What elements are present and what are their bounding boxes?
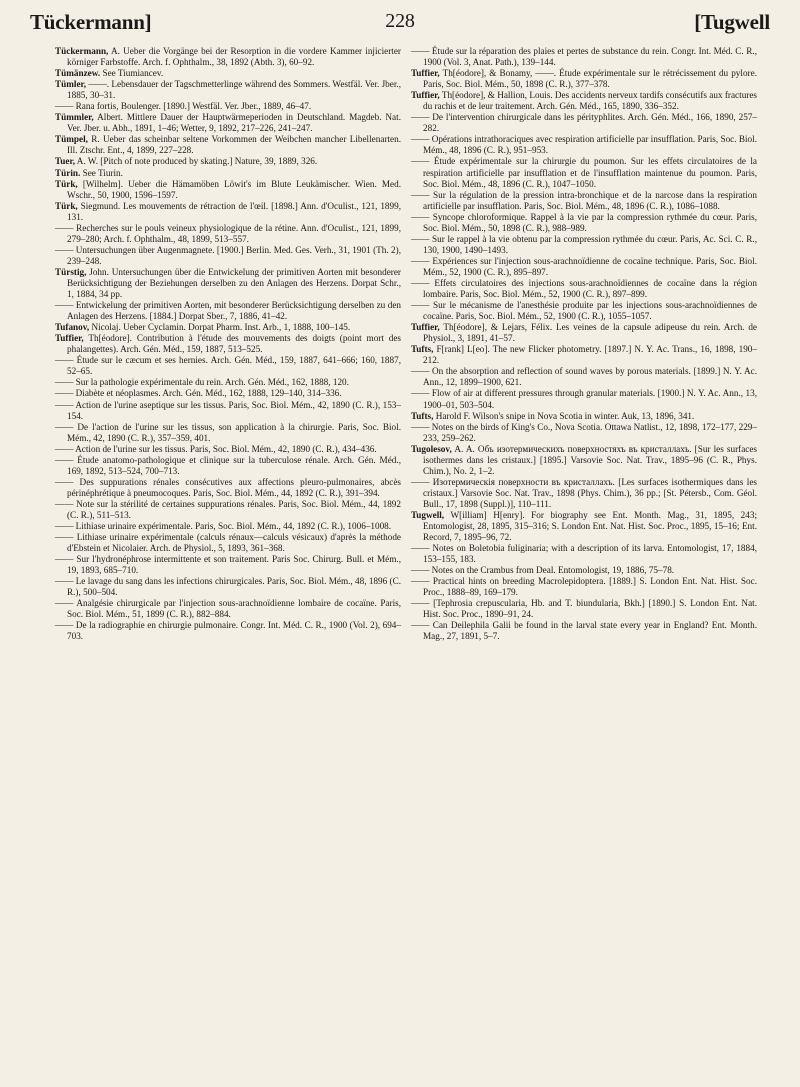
entry-text: —— Notes on the birds of King's Co., Nova Scotia. Ottawa Natlist., 12, 1898, 172–177, 229–233, 259–262. bbox=[411, 421, 757, 443]
entry-author: Tückermann, bbox=[55, 46, 109, 56]
entry-author: Türstig, bbox=[55, 266, 87, 277]
running-head-left: Tückermann] bbox=[30, 10, 152, 34]
bibliography-entry bbox=[411, 344, 757, 366]
entry-text: —— Sur le mécanisme de l'anesthésie produite par les injections sous-arachnoïdiennes de cocaïne. Paris, Soc. Biol. Mém., 52, 1900 (C. R.), 1055–1057. bbox=[411, 300, 757, 322]
right-column bbox=[411, 46, 757, 643]
bibliography-entry bbox=[411, 565, 757, 576]
entry-author: Türk, bbox=[55, 178, 78, 189]
bibliography-entry bbox=[55, 576, 401, 598]
bibliography-entry bbox=[411, 598, 757, 620]
entry-text: Nicolaj. Ueber Cyclamin. Dorpat Pharm. Inst. Arb., 1, 1888, 100–145. bbox=[89, 322, 351, 333]
entry-text: Siegmund. Les mouvements de rétraction de l'œil. [1898.] Ann. d'Oculist., 121, 1899, 131. bbox=[67, 200, 401, 222]
bibliography-entry bbox=[55, 46, 401, 68]
entry-text: —— [Tephrosia crepuscularia, Hb. and T. biundularia, Bkh.] [1890.] S. London Ent. Nat. Hist. Soc. Proc., 1890–91, 24. bbox=[411, 598, 757, 620]
entry-text: Harold F. Wilson's snipe in Nova Scotia in winter. Auk, 13, 1896, 341. bbox=[433, 410, 695, 421]
entry-text: —— Изотермическія поверхности въ кристаллахъ. [Les surfaces isothermiques dans les cristaux.] Varsovie Soc. Nat. Trav., 1898 (Phys. Chim.), 36 pp.; [St. Pétersb., Com. Géol. Bull., 17, 1898 (Suppl.)], 110–111. bbox=[411, 476, 757, 509]
bibliography-entry bbox=[55, 422, 401, 444]
page-header bbox=[30, 10, 770, 44]
entry-text: —— Sur la pathologie expérimentale du rein. Arch. Gén. Méd., 162, 1888, 120. bbox=[55, 377, 349, 388]
entry-text: —— Étude expérimentale sur la chirurgie du poumon. Sur les effets circulatoires de la respiration artificielle par insufflation et de l'insufflation maintenue du poumon. Paris, Soc. Biol. Mém., 48, 1896 (C. R.), 1047–1050. bbox=[411, 156, 757, 189]
entry-author: Tufts, bbox=[411, 410, 434, 421]
entry-author: Tümpel, bbox=[55, 134, 88, 145]
entry-text: Albert. Mittlere Dauer der Hauptwärmeperioden in Deutschland. Magdeb. Nat. Ver. Jber. u. Abh., 1891, 1–46; Wetter, 9, 1892, 217–226, 241–247. bbox=[67, 112, 401, 134]
bibliography-entry bbox=[55, 156, 401, 167]
bibliography-entry bbox=[55, 322, 401, 333]
bibliography-entry bbox=[411, 620, 757, 642]
entry-author: Tugolesov, bbox=[411, 443, 452, 454]
bibliography-entry bbox=[411, 212, 757, 234]
bibliography-entry bbox=[411, 256, 757, 278]
entry-text: —— Sur le rappel à la vie obtenu par la compression rythmée du cœur. Paris, Ac. Sci. C. R., 130, 1900, 1490–1493. bbox=[411, 233, 757, 255]
entry-author: Tuffier, bbox=[411, 68, 440, 79]
entry-text: —— Can Deilephila Galii be found in the larval state every year in England? Ent. Month. Mag., 27, 1891, 5–7. bbox=[411, 620, 757, 642]
entry-text: —— Étude sur le cæcum et ses hernies. Arch. Gén. Méd., 159, 1887, 641–666; 160, 1887, 52–65. bbox=[55, 355, 401, 377]
bibliography-entry bbox=[411, 411, 757, 422]
entry-author: Tuffier, bbox=[411, 90, 440, 101]
entry-text: —— Entwickelung der primitiven Aorten, mit besonderer Berücksichtigung derselben zu den Anlagen des Herzens. [1884.] Dorpat Sber., 7, 1886, 41–42. bbox=[55, 300, 401, 322]
bibliography-entry bbox=[411, 477, 757, 510]
entry-text: —— Opérations intrathoraciques avec respiration artificielle par insufflation. Paris, Soc. Biol. Mém., 48, 1896 (C. R.), 951–953. bbox=[411, 134, 757, 156]
entry-author: Tuffier, bbox=[55, 333, 84, 344]
bibliography-entry bbox=[55, 201, 401, 223]
entry-text: —— Lithiase urinaire expérimentale (calculs rénaux—calculs vésicaux) d'après la méthode d'Ebstein et Nicolaier. Arch. de Physiol., 5, 1893, 361–368. bbox=[55, 532, 401, 554]
bibliography-entry bbox=[55, 112, 401, 134]
entry-text: —— De l'intervention chirurgicale dans les pérityphlites. Arch. Gén. Méd., 166, 1890, 257–282. bbox=[411, 112, 757, 134]
bibliography-entry bbox=[411, 46, 757, 68]
entry-text: Th[éodore]. Contribution à l'étude des mouvements des doigts (point mort des phalangettes). Arch. Gén. Méd., 159, 1887, 513–525. bbox=[67, 333, 401, 355]
entry-text: R. Ueber das scheinbar seltene Vorkommen der Weibchen mancher Libellenarten. Ill. Ztschr. Ent., 4, 1899, 227–228. bbox=[67, 134, 401, 156]
bibliography-entry bbox=[55, 598, 401, 620]
bibliography-entry bbox=[411, 366, 757, 388]
bibliography-entry bbox=[55, 444, 401, 455]
entry-text: —— Syncope chloroformique. Rappel à la vie par la compression rythmée du cœur. Paris, Soc. Biol. Mém., 50, 1898 (C. R.), 988–989. bbox=[411, 211, 757, 233]
bibliography-entry bbox=[55, 388, 401, 399]
entry-author: Tümänzew. bbox=[55, 68, 101, 79]
bibliography-entry bbox=[55, 477, 401, 499]
bibliography-entry bbox=[411, 234, 757, 256]
bibliography-entry bbox=[55, 333, 401, 355]
bibliography-entry bbox=[411, 90, 757, 112]
bibliography-entry bbox=[55, 532, 401, 554]
entry-text: —— De la radiographie en chirurgie pulmonaire. Congr. Int. Méd. C. R., 1900 (Vol. 2), 694–703. bbox=[55, 620, 401, 642]
entry-text: —— Expériences sur l'injection sous-arachnoïdienne de cocaïne technique. Paris, Soc. Biol. Mém., 52, 1900 (C. R.), 895–897. bbox=[411, 255, 757, 277]
entry-author: Tümler, bbox=[55, 79, 87, 90]
bibliography-entry bbox=[411, 68, 757, 90]
entry-text: —— Flow of air at different pressures through granular materials. [1900.] N. Y. Ac. Ann., 13, 1900–01, 503–504. bbox=[411, 388, 757, 410]
bibliography-entry bbox=[55, 267, 401, 300]
bibliography-entry bbox=[55, 300, 401, 322]
bibliography-entry bbox=[55, 245, 401, 267]
bibliography-entry bbox=[55, 377, 401, 388]
entry-text: —— Action de l'urine aseptique sur les tissus. Paris, Soc. Biol. Mém., 42, 1890 (C. R.), 153–154. bbox=[55, 399, 401, 421]
bibliography-entry bbox=[411, 134, 757, 156]
entry-author: Tuer, bbox=[55, 156, 76, 167]
entry-text: A. W. [Pitch of note produced by skating.] Nature, 39, 1889, 326. bbox=[75, 156, 318, 167]
entry-author: Tümmler, bbox=[55, 112, 94, 123]
entry-text: See Tiumiancev. bbox=[100, 68, 164, 79]
entry-text: —— Étude anatomo-pathologique et clinique sur la tuberculose rénale. Arch. Gén. Méd., 169, 1892, 513–524, 700–713. bbox=[55, 454, 401, 476]
bibliography-entry bbox=[411, 388, 757, 410]
entry-text: —— Notes on Boletobia fuliginaria; with a description of its larva. Entomologist, 17, 1884, 153–155, 183. bbox=[411, 543, 757, 565]
entry-author: Türin. bbox=[55, 167, 81, 178]
entry-text: —— De l'action de l'urine sur les tissus, son application à la chirurgie. Paris, Soc. Biol. Mém., 42, 1890 (C. R.), 357–359, 401. bbox=[55, 421, 401, 443]
entry-text: —— Le lavage du sang dans les infections chirurgicales. Paris, Soc. Biol. Mém., 48, 1896 (C. R.), 500–504. bbox=[55, 576, 401, 598]
entry-text: ——. Lebensdauer der Tagschmetterlinge während des Sommers. Westfäl. Ver. Jber., 1885, 30–31. bbox=[67, 79, 401, 101]
entry-text: See Tiurin. bbox=[80, 167, 123, 178]
bibliography-entry bbox=[411, 510, 757, 543]
bibliography-entry bbox=[55, 134, 401, 156]
bibliography-entry bbox=[411, 543, 757, 565]
bibliography-entry bbox=[55, 499, 401, 521]
bibliography-entry bbox=[411, 444, 757, 477]
entry-text: —— Lithiase urinaire expérimentale. Paris, Soc. Biol. Mém., 44, 1892 (C. R.), 1006–1008. bbox=[55, 521, 392, 532]
entry-text: Th[éodore], & Lejars, Félix. Les veines de la capsule adipeuse du rein. Arch. de Physiol., 3, 1891, 41–57. bbox=[423, 322, 757, 344]
bibliography-entry bbox=[55, 554, 401, 576]
bibliography-entry bbox=[411, 112, 757, 134]
bibliography-entry bbox=[55, 223, 401, 245]
entry-text: —— Diabète et néoplasmes. Arch. Gén. Méd., 162, 1888, 129–140, 314–336. bbox=[55, 388, 342, 399]
entry-text: —— Sur l'hydronéphrose intermittente et son traitement. Paris Soc. Chirurg. Bull. et Mém., 19, 1893, 685–710. bbox=[55, 554, 401, 576]
running-head-right: [Tugwell bbox=[694, 10, 770, 34]
bibliography-entry bbox=[411, 300, 757, 322]
bibliography-entry bbox=[55, 179, 401, 201]
entry-author: Tuffier, bbox=[411, 322, 440, 333]
entry-text: —— Analgésie chirurgicale par l'injection sous-arachnoïdienne lombaire de cocaïne. Paris, Soc. Biol. Mém., 51, 1899 (C. R.), 882–884. bbox=[55, 598, 401, 620]
page-number: 228 bbox=[385, 10, 415, 32]
bibliography-entry bbox=[411, 156, 757, 189]
entry-text: —— Recherches sur le pouls veineux physiologique de la rétine. Ann. d'Oculist., 121, 1899, 279–280; Arch. f. Ophthalm., 48, 1899, 513–557. bbox=[55, 222, 401, 244]
entry-text: —— Rana fortis, Boulenger. [1890.] Westfäl. Ver. Jber., 1889, 46–47. bbox=[55, 101, 312, 112]
entry-text: Th[éodore], & Bonamy, ——. Étude expérimentale sur le rétrécissement du pylore. Paris, Soc. Biol. Mém., 50, 1898 (C. R.), 377–378. bbox=[423, 68, 757, 90]
entry-text: A. Ueber die Vorgänge bei der Resorption in die vordere Kammer injicierter körniger Farbstoffe. Arch. f. Ophthalm., 38, 1892 (Abth. 3), 60–92. bbox=[67, 46, 401, 68]
entry-text: —— Action de l'urine sur les tissus. Paris, Soc. Biol. Mém., 42, 1890 (C. R.), 434–436. bbox=[55, 443, 377, 454]
bibliography-entry bbox=[411, 322, 757, 344]
entry-text: —— Effets circulatoires des injections sous-arachnoïdiennes de cocaïne dans la région lombaire. Paris, Soc. Biol. Mém., 52, 1900 (C. R.), 897–899. bbox=[411, 277, 757, 300]
entry-text: W[illiam] H[enry]. For biography see Ent. Month. Mag., 31, 1895, 243; Entomologist, 28, 1895, 315–316; S. London Ent. Nat. Hist. Soc. Proc., 1895, 15–16; Ent. Record, 7, 1895–96, 72. bbox=[423, 509, 757, 543]
left-column bbox=[55, 46, 401, 643]
bibliography-entry bbox=[55, 521, 401, 532]
bibliography-entry bbox=[55, 455, 401, 477]
bibliography-entry bbox=[55, 101, 401, 112]
bibliography-entry bbox=[55, 400, 401, 422]
entry-text: John. Untersuchungen über die Entwickelung der primitiven Aorten mit besonderer Berücksichtigung der Beziehungen derselben zu den Anlagen des Herzens. Dorpat Schr., 1, 1884, 34 pp. bbox=[67, 266, 401, 300]
bibliography-entry bbox=[411, 278, 757, 300]
entry-text: Th[éodore], & Hallion, Louis. Des accidents nerveux tardifs consécutifs aux fractures du rachis et de leur traitement. Arch. Gén. Méd., 165, 1890, 336–352. bbox=[423, 90, 757, 112]
bibliography-entry bbox=[411, 576, 757, 598]
bibliography-entry bbox=[55, 355, 401, 377]
bibliography-entry bbox=[55, 79, 401, 101]
entry-author: Tufanov, bbox=[55, 322, 90, 333]
bibliography-entry bbox=[411, 422, 757, 444]
entry-text: —— Des suppurations rénales consécutives aux affections pleuro-pulmonaires, abcès périnéphrétique à pneumocoques. Paris, Soc. Biol. Mém., 44, 1892 (C. R.), 391–394. bbox=[55, 476, 401, 498]
entry-text: —— Étude sur la réparation des plaies et pertes de substance du rein. Congr. Int. Méd. C. R., 1900 (Vol. 3, Anat. Path.), 139–144. bbox=[411, 46, 757, 68]
entry-text: —— Note sur la stérilité de certaines suppurations rénales. Paris, Soc. Biol. Mém., 44, 1892 (C. R.), 511–513. bbox=[55, 498, 401, 520]
entry-text: A. A. Объ изотермическихъ поверхностяхъ въ кристаллахъ. [Sur les surfaces isothermes dans les cristaux.] [1895.] Varsovie Soc. Nat. Trav., 1895–96 (C. R., Phys. Chim.), No. 2, 1–2. bbox=[423, 443, 757, 476]
entry-text: —— On the absorption and reflection of sound waves by porous materials. [1899.] N. Y. Ac. Ann., 12, 1899–1900, 621. bbox=[411, 366, 757, 388]
bibliography-entry bbox=[55, 68, 401, 79]
entry-text: —— Sur la régulation de la pression intra-bronchique et de la narcose dans la respiration artificielle par insufflation. Paris, Soc. Biol. Mém., 48, 1896 (C. R.), 1086–1088. bbox=[411, 189, 757, 211]
entry-text: —— Notes on the Crambus from Deal. Entomologist, 19, 1886, 75–78. bbox=[411, 565, 675, 576]
bibliography-entry bbox=[55, 168, 401, 179]
entry-text: F[rank] L[eo]. The new Flicker photometry. [1897.] N. Y. Ac. Trans., 16, 1898, 190–212. bbox=[423, 344, 757, 366]
bibliography-entry bbox=[411, 190, 757, 212]
bibliography-entry bbox=[55, 620, 401, 642]
entry-text: [Wilhelm]. Ueber die Hämamöben Löwit's im Blute Leukämischer. Wien. Med. Wschr., 50, 1900, 1596–1597. bbox=[67, 178, 401, 200]
entry-author: Türk, bbox=[55, 200, 78, 211]
entry-text: —— Untersuchungen über Augenmagnete. [1900.] Berlin. Med. Ges. Verh., 31, 1901 (Th. 2), 239–248. bbox=[55, 244, 401, 266]
entry-author: Tufts, bbox=[411, 344, 434, 355]
entry-author: Tugwell, bbox=[411, 509, 445, 520]
entry-text: —— Practical hints on breeding Macrolepidoptera. [1889.] S. London Ent. Nat. Hist. Soc. Proc., 1888–89, 169–179. bbox=[411, 576, 757, 598]
